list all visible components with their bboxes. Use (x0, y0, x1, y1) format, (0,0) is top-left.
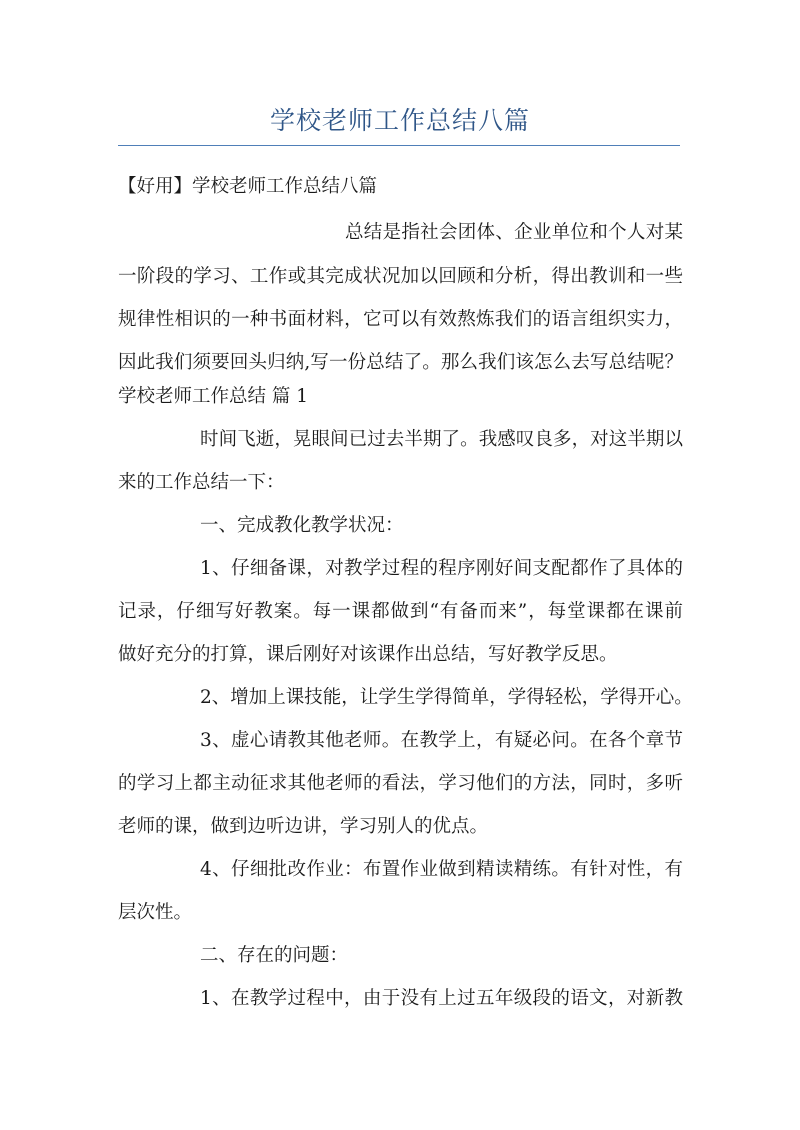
paragraph-line: 时间飞逝，晃眼间已过去半期了。我感叹良多，对这半期以 (200, 429, 683, 450)
paragraph-line: 来的工作总结一下： (118, 472, 285, 493)
paragraph-line: 因此我们须要回头归纳,写一份总结了。那么我们该怎么去写总结呢？ (118, 352, 683, 373)
paragraph-line: 总结是指社会团体、企业单位和个人对某 (345, 222, 683, 243)
paragraph-line: 【好用】学校老师工作总结八篇 (118, 176, 378, 197)
paragraph-line: 层次性。 (118, 902, 193, 923)
paragraph-line: 一阶段的学习、工作或其完成状况加以回顾和分析，得出教训和一些 (118, 266, 683, 287)
paragraph-line: 的学习上都主动征求其他老师的看法，学习他们的方法，同时，多听 (118, 773, 683, 794)
paragraph-line: 3、虚心请教其他老师。在教学上，有疑必问。在各个章节 (200, 730, 683, 751)
paragraph-line: 规律性相识的一种书面材料，它可以有效熬炼我们的语言组织实力， (118, 309, 683, 330)
paragraph-line: 4、仔细批改作业：布置作业做到精读精练。有针对性，有 (200, 859, 683, 880)
section-heading: 学校老师工作总结 篇 1 (118, 386, 309, 407)
page-title: 学校老师工作总结八篇 (269, 106, 530, 135)
paragraph-line: 记录，仔细写好教案。每一课都做到“有备而来”，每堂课都在课前 (118, 601, 683, 622)
title-divider (118, 145, 680, 146)
paragraph-line: 1、在教学过程中，由于没有上过五年级段的语文，对新教 (200, 988, 683, 1009)
paragraph-line: 做好充分的打算，课后刚好对该课作出总结，写好教学反思。 (118, 644, 618, 665)
paragraph-line: 2、增加上课技能，让学生学得简单，学得轻松，学得开心。 (200, 687, 693, 708)
paragraph-line: 1、仔细备课，对教学过程的程序刚好间支配都作了具体的 (200, 558, 683, 579)
subheading: 一、完成教化教学状况： (200, 515, 404, 536)
paragraph-line: 老师的课，做到边听边讲，学习别人的优点。 (118, 816, 489, 837)
subheading: 二、存在的问题： (200, 945, 349, 966)
